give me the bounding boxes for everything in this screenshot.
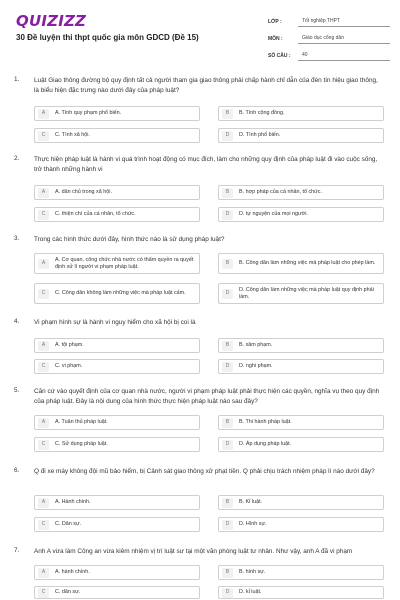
question-number: 4.: [14, 318, 20, 325]
option-a[interactable]: [34, 495, 200, 510]
option-text: B. Kỉ luật.: [239, 499, 263, 505]
option-letter: A: [38, 109, 49, 119]
option-letter: B: [222, 498, 233, 508]
option-c[interactable]: [34, 128, 200, 143]
option-text: A. Tuân thủ pháp luật.: [55, 419, 108, 425]
option-b[interactable]: [218, 495, 384, 510]
option-letter: B: [222, 109, 233, 119]
question-number: 5.: [14, 387, 20, 394]
option-text: A. Cơ quan, công chức nhà nước có thẩm quyền ra quyết định xử lí người vi phạm pháp luật.: [55, 256, 194, 270]
option-text: B. Thi hành pháp luật.: [239, 419, 292, 425]
option-d[interactable]: [218, 128, 384, 143]
question-text: Thực hiện pháp luật là hành vi quá trình hoạt động có mục đích, làm cho những quy định của pháp luật đi vào cuộc sống, trở thành những hành vi: [34, 156, 378, 173]
option-letter: B: [222, 418, 233, 428]
option-a[interactable]: [34, 415, 200, 430]
option-text: A. tội phạm.: [55, 342, 84, 348]
option-letter: D: [222, 289, 233, 299]
option-b[interactable]: [218, 565, 384, 580]
option-letter: C: [38, 210, 49, 220]
option-c[interactable]: [34, 586, 200, 599]
quizizz-logo: QUIZIZZ: [16, 12, 87, 30]
worksheet-title: 30 Đề luyện thi thpt quốc gia môn GDCD (Đề 15): [16, 33, 199, 42]
option-d[interactable]: [218, 207, 384, 222]
question-number: 7.: [14, 547, 20, 554]
question-number: 3.: [14, 235, 20, 242]
option-a[interactable]: [34, 185, 200, 200]
option-text: C. dân sự.: [55, 589, 81, 595]
option-c[interactable]: [34, 283, 200, 304]
option-text: A. dân chủ trong xã hội.: [55, 189, 112, 195]
option-text: C. thiện chí của cá nhân, tổ chức.: [55, 211, 136, 217]
option-c[interactable]: [34, 437, 200, 452]
option-text: C. Sử dụng pháp luật.: [55, 441, 108, 447]
option-text: D. tự nguyện của mọi người.: [239, 211, 308, 217]
option-letter: B: [222, 259, 233, 269]
option-text: C. vi phạm.: [55, 363, 83, 369]
option-text: D. kỉ luật.: [239, 589, 262, 595]
question-number: 1.: [14, 76, 20, 83]
option-text: A. Tính quy phạm phổ biến.: [55, 110, 122, 116]
option-a[interactable]: [34, 106, 200, 121]
option-text: B. hợp pháp của cá nhân, tổ chức.: [239, 189, 322, 195]
meta-row-subject: [268, 29, 390, 44]
option-c[interactable]: [34, 517, 200, 532]
meta-row-count: [268, 46, 390, 61]
option-letter: A: [38, 341, 49, 351]
option-text: D. Công dân làm những việc mà pháp luật quy định phải làm.: [239, 286, 374, 300]
option-d[interactable]: [218, 359, 384, 374]
option-b[interactable]: [218, 415, 384, 430]
meta-value: 40: [298, 52, 390, 61]
question-number: 6.: [14, 467, 20, 474]
option-letter: D: [222, 588, 233, 598]
question-text: Q đi xe máy không đội mũ bảo hiểm, bị Cảnh sát giao thông xử phạt tiền. Q phải chịu trách nhiệm pháp lí nào dưới đây?: [34, 468, 375, 475]
option-letter: C: [38, 588, 49, 598]
option-b[interactable]: [218, 106, 384, 121]
option-text: A. Hành chính.: [55, 499, 91, 505]
option-text: C. Dân sự.: [55, 521, 82, 527]
option-letter: D: [222, 440, 233, 450]
option-letter: D: [222, 131, 233, 141]
option-d[interactable]: [218, 437, 384, 452]
option-letter: A: [38, 188, 49, 198]
option-letter: B: [222, 341, 233, 351]
option-letter: C: [38, 440, 49, 450]
option-d[interactable]: [218, 283, 384, 304]
option-letter: C: [38, 520, 49, 530]
option-b[interactable]: [218, 185, 384, 200]
option-letter: C: [38, 362, 49, 372]
meta-value: Tốt nghiệp THPT: [298, 18, 390, 27]
option-letter: D: [222, 210, 233, 220]
option-text: D. nghi phạm.: [239, 363, 273, 369]
option-letter: D: [222, 520, 233, 530]
option-text: C. Công dân không làm những việc mà pháp luật cấm.: [55, 290, 186, 296]
option-text: A. hành chính.: [55, 569, 90, 575]
option-letter: B: [222, 568, 233, 578]
option-text: B. Tính cộng đồng.: [239, 110, 285, 116]
option-a[interactable]: [34, 565, 200, 580]
option-a[interactable]: [34, 253, 200, 274]
option-text: D. Tính phổ biến.: [239, 132, 281, 138]
option-letter: C: [38, 131, 49, 141]
meta-label: SỐ CÂU :: [268, 53, 291, 59]
option-text: B. xâm phạm.: [239, 342, 273, 348]
option-d[interactable]: [218, 517, 384, 532]
option-c[interactable]: [34, 207, 200, 222]
option-letter: C: [38, 289, 49, 299]
worksheet-meta: [268, 12, 390, 63]
question-text: Trong các hình thức dưới đây, hình thức nào là sử dụng pháp luật?: [34, 236, 225, 243]
meta-label: MÔN :: [268, 36, 283, 42]
option-letter: A: [38, 568, 49, 578]
question-text: Căn cứ vào quyết định của cơ quan nhà nước, người vi phạm pháp luật phải thực hiện các quyền, nghĩa vụ theo quy định của pháp luật. Đây là nội dung của hình thức thực hiện pháp luật nào sau đây?: [34, 388, 380, 405]
question-text: Vi phạm hình sự là hành vi nguy hiểm cho xã hội bị coi là: [34, 319, 196, 326]
question-text: Anh A vừa làm Công an vừa kiêm nhiệm vị trí luật sư tại một văn phòng luật tư nhân. Như vậy, anh A đã vi phạm: [34, 548, 353, 555]
question-number: 2.: [14, 155, 20, 162]
option-text: B. hình sự.: [239, 569, 266, 575]
option-letter: A: [38, 418, 49, 428]
option-c[interactable]: [34, 359, 200, 374]
option-b[interactable]: [218, 253, 384, 274]
meta-value: Giáo dục công dân: [298, 35, 390, 44]
option-text: D. Hình sự.: [239, 521, 267, 527]
option-d[interactable]: [218, 586, 384, 599]
option-text: D. Áp dụng pháp luật.: [239, 441, 292, 447]
worksheet-header: [0, 0, 400, 70]
option-a[interactable]: [34, 338, 200, 353]
option-letter: B: [222, 188, 233, 198]
option-text: C. Tính xã hội.: [55, 132, 90, 138]
meta-label: LỚP :: [268, 19, 282, 25]
option-letter: D: [222, 362, 233, 372]
meta-row-class: [268, 12, 390, 27]
option-letter: A: [38, 259, 49, 269]
option-letter: A: [38, 498, 49, 508]
question-text: Luật Giao thông đường bộ quy định tất cả người tham gia giao thông phải chấp hành chỉ dẫn của đèn tín hiệu giao thông, là biểu hiện đặc trưng nào dưới đây của pháp luật?: [34, 77, 378, 94]
option-b[interactable]: [218, 338, 384, 353]
option-text: B. Công dân làm những việc mà pháp luật cho phép làm.: [239, 260, 376, 266]
